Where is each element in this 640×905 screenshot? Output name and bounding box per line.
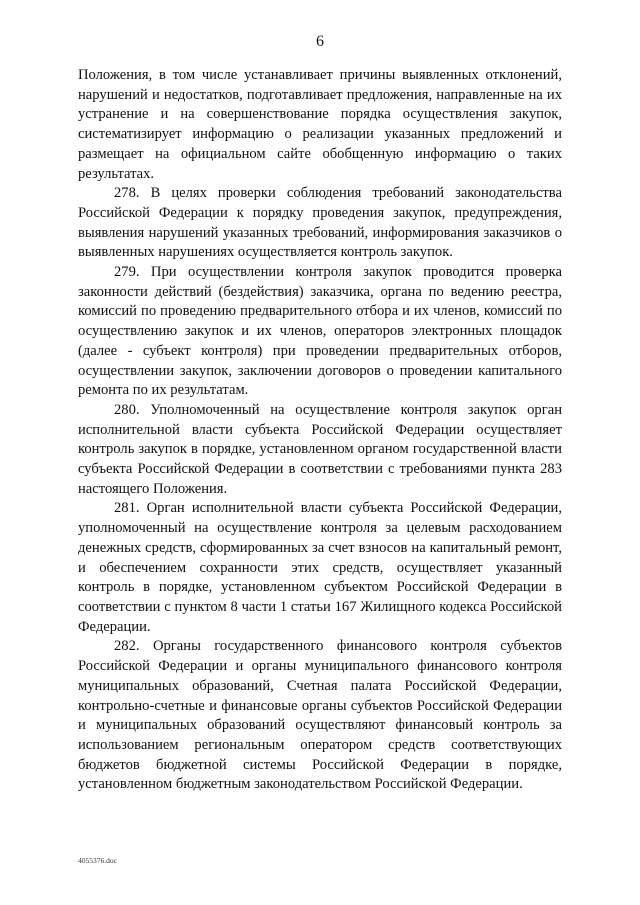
paragraph-281: 281. Орган исполнительной власти субъекта Российской Федерации, уполномоченный на осуществление контроля за целевым расходованием денежных средств, сформированных за счет взносов на капитальный ремонт, и обеспечением сохранности этих средств, осуществляет указанный контроль в порядке, установленном субъектом Российской Федерации в соответствии с пунктом 8 части 1 статьи 167 Жилищного кодекса Российской Федерации.: [78, 500, 562, 635]
paragraph-278: 278. В целях проверки соблюдения требований законодательства Российской Федерации к порядку проведения закупок, предупреждения, выявления нарушений указанных требований, информирования заказчиков о выявленных нарушениях осуществляется контроль закупок.: [78, 185, 562, 261]
paragraph-279: 279. При осуществлении контроля закупок проводится проверка законности действий (бездействия) заказчика, органа по ведению реестра, комиссий по проведению предварительного отбора и их членов, комиссий по осуществлению закупок и их членов, операторов электронных площадок (далее - субъект контроля) при проведении предварительных отборов, осуществлении закупок, заключении договоров о проведении капитального ремонта по их результатам.: [78, 264, 562, 399]
footer-document-id: 4055376.doc: [78, 856, 117, 865]
paragraph-continuation: Положения, в том числе устанавливает причины выявленных отклонений, нарушений и недостатков, подготавливает предложения, направленные на их устранение и на совершенствование порядка осуществления закупок, систематизирует информацию о реализации указанных предложений и размещает на официальном сайте обобщенную информацию о таких результатах.: [78, 67, 562, 182]
paragraph-282: 282. Органы государственного финансового контроля субъектов Российской Федерации и органы муниципального финансового контроля муниципальных образований, Счетная палата Российской Федерации, контрольно-счетные и финансовые органы субъектов Российской Федерации и муниципальных образований осуществляют финансовый контроль за использованием региональным оператором средств соответствующих бюджетов бюджетной системы Российской Федерации в порядке, установленном бюджетным законодательством Российской Федерации.: [78, 638, 562, 793]
paragraph-280: 280. Уполномоченный на осуществление контроля закупок орган исполнительной власти субъекта Российской Федерации осуществляет контроль закупок в порядке, установленном органом государственной власти субъекта Российской Федерации в соответствии с требованиями пункта 283 настоящего Положения.: [78, 401, 562, 497]
document-body: [78, 66, 562, 795]
page-number: 6: [316, 33, 324, 50]
